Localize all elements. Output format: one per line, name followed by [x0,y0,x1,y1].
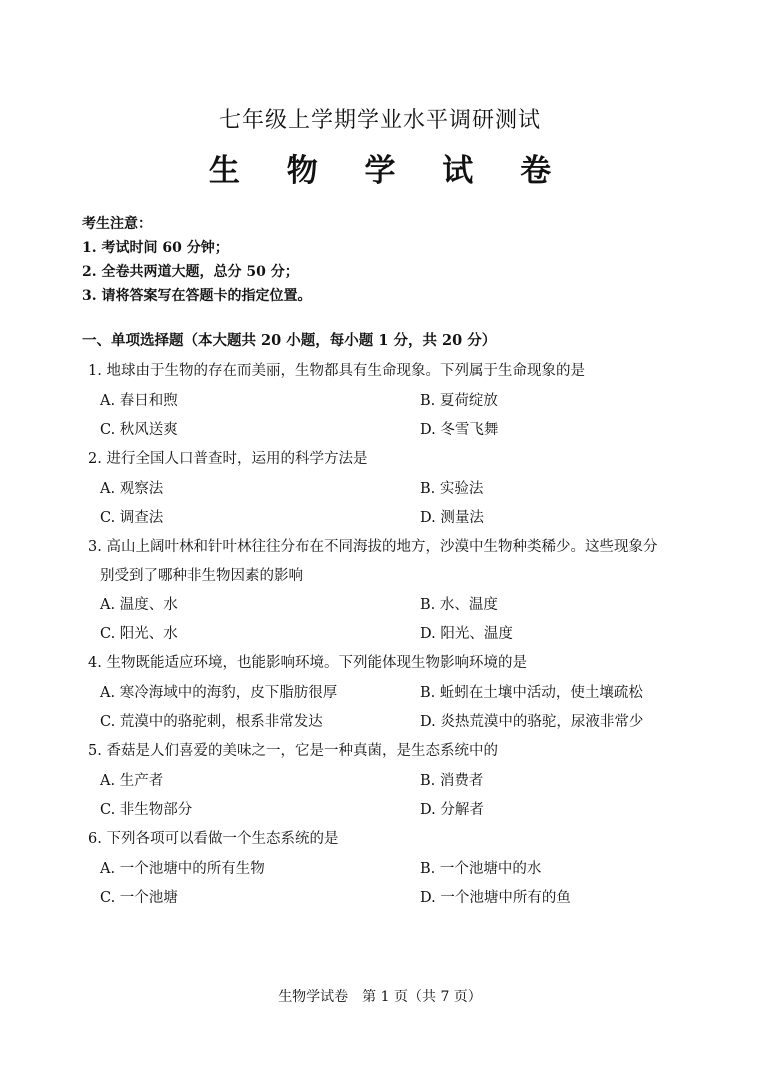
notice-item: 2. 全卷共两道大题，总分 50 分； [82,264,299,280]
option-a: A. 春日和煦 [100,393,178,409]
notice-block [82,212,312,308]
option-a: A. 一个池塘中的所有生物 [100,861,265,877]
option-c: C. 阳光、水 [100,626,178,642]
section-heading: 一、单项选择题（本大题共 20 小题，每小题 1 分，共 20 分） [82,332,497,349]
option-a: A. 温度、水 [100,597,178,613]
notice-item: 1. 考试时间 60 分钟； [82,240,229,256]
option-d: D. 炎热荒漠中的骆驼，尿液非常少 [420,714,644,730]
option-a: A. 生产者 [100,773,164,789]
exam-subtitle: 七年级上学期学业水平调研测试 [218,108,541,133]
option-d: D. 阳光、温度 [420,626,513,642]
notice-item: 3. 请将答案写在答题卡的指定位置。 [82,288,312,304]
option-a: A. 观察法 [100,481,164,497]
option-c: C. 非生物部分 [100,802,193,818]
option-c: C. 调查法 [100,510,164,526]
option-b: B. 实验法 [420,481,484,497]
option-d: D. 一个池塘中所有的鱼 [420,890,571,906]
option-c: C. 秋风送爽 [100,422,178,438]
option-d: D. 冬雪飞舞 [420,422,499,438]
page-footer: 生物学试卷 第 1 页（共 7 页） [278,989,482,1005]
option-d: D. 测量法 [420,510,484,526]
question-stem: 6. 下列各项可以看做一个生态系统的是 [88,831,339,847]
option-b: B. 夏荷绽放 [420,393,498,409]
notice-heading: 考生注意： [82,216,152,232]
option-b: B. 蚯蚓在土壤中活动，使土壤疏松 [420,685,643,701]
option-b: B. 一个池塘中的水 [420,861,542,877]
option-b: B. 消费者 [420,773,484,789]
option-d: D. 分解者 [420,802,484,818]
question-stem: 3. 高山上阔叶林和针叶林往往分布在不同海拔的地方，沙漠中生物种类稀少。这些现象分 [88,539,658,555]
question-stem: 1. 地球由于生物的存在而美丽，生物都具有生命现象。下列属于生命现象的是 [88,363,585,379]
option-c: C. 荒漠中的骆驼刺，根系非常发达 [100,714,323,730]
option-c: C. 一个池塘 [100,890,178,906]
option-b: B. 水、温度 [420,597,498,613]
question-stem: 2. 进行全国人口普查时，运用的科学方法是 [88,451,368,467]
question-stem-continued: 别受到了哪种非生物因素的影响 [100,568,303,584]
question-stem: 5. 香菇是人们喜爱的美味之一，它是一种真菌，是生态系统中的 [88,743,498,759]
question-stem: 4. 生物既能适应环境，也能影响环境。下列能体现生物影响环境的是 [88,655,527,671]
option-a: A. 寒冷海域中的海豹，皮下脂肪很厚 [100,685,338,701]
exam-title: 生 物 学 试 卷 [208,153,570,189]
